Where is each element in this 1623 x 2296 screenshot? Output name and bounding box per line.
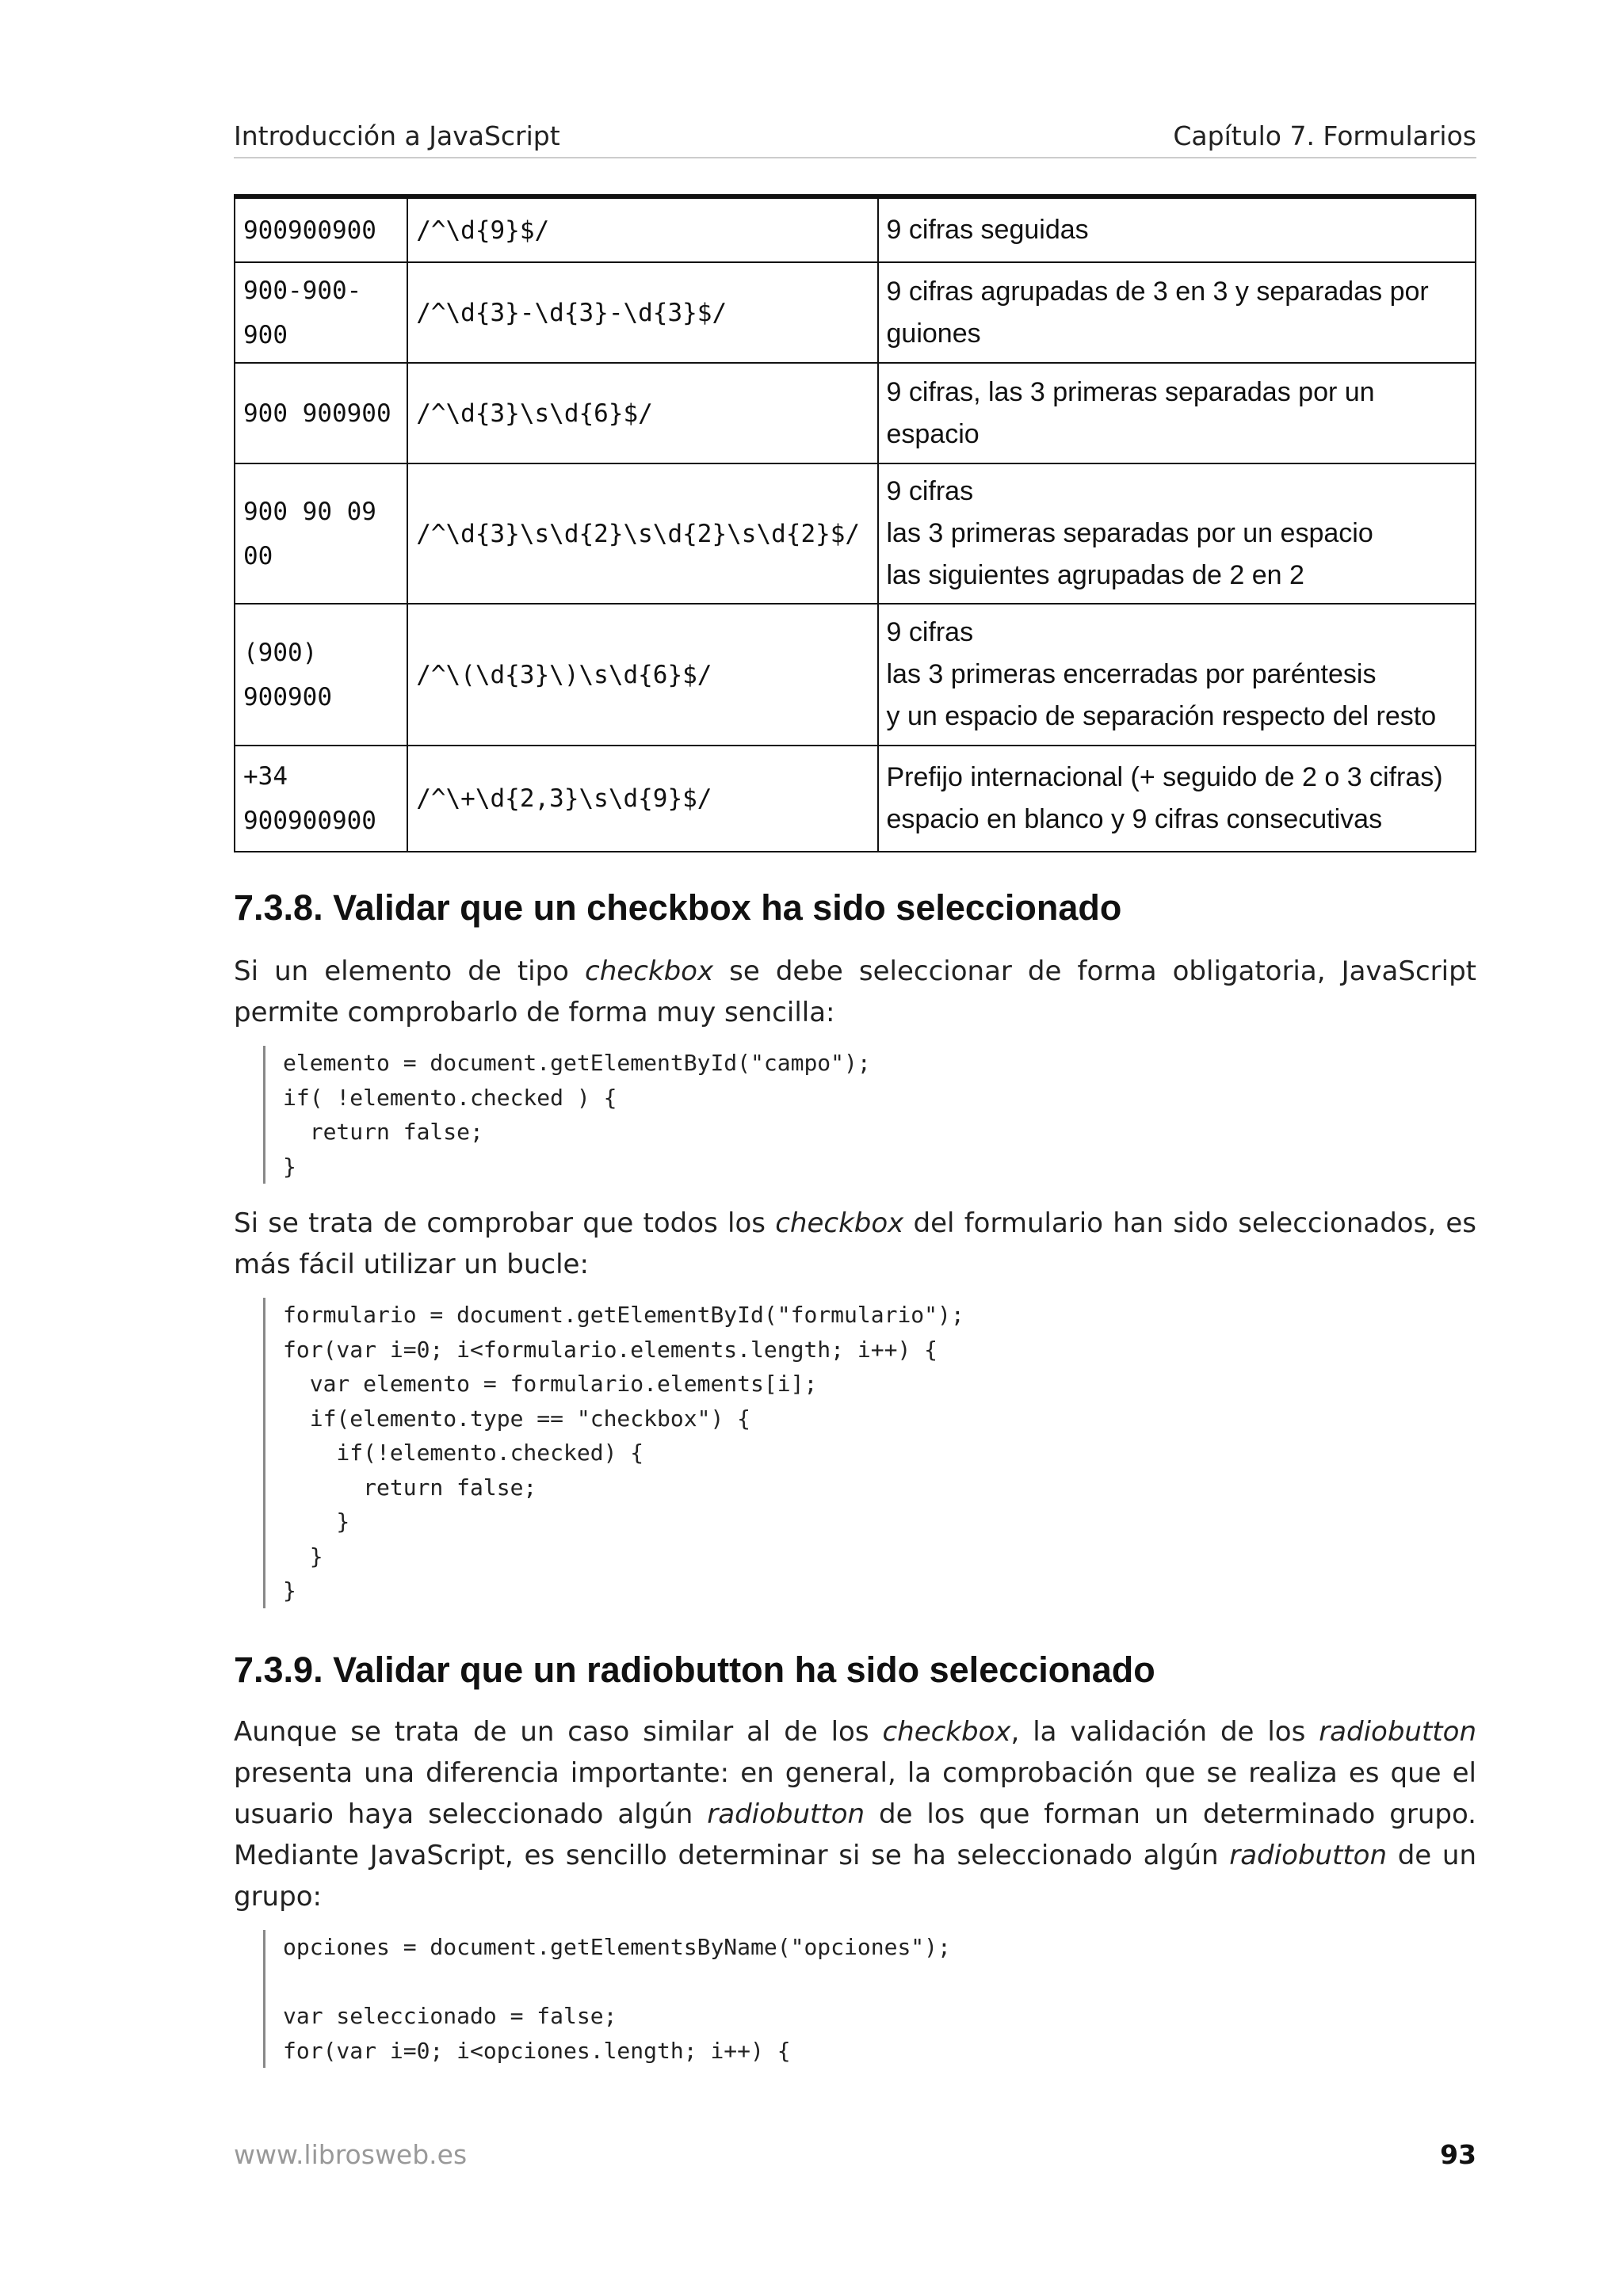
- running-header: [234, 119, 1476, 158]
- pattern-cell: /^\(\d{3}\)\s\d{6}$/: [407, 604, 877, 746]
- description-cell: 9 cifras las 3 primeras encerradas por paréntesis y un espacio de separación respecto del resto: [878, 604, 1476, 746]
- pattern-cell: /^\+\d{2,3}\s\d{9}$/: [407, 746, 877, 852]
- text-run: Aunque se trata de un caso similar al de los: [234, 1716, 883, 1748]
- paragraph-checkbox-loop: [234, 1203, 1476, 1285]
- code-block-checkbox-loop: [263, 1298, 964, 1608]
- table-row: [235, 363, 1476, 463]
- emphasis: checkbox: [882, 1716, 1011, 1748]
- code-block-radiobutton: [263, 1930, 951, 2068]
- emphasis: radiobutton: [1229, 1840, 1388, 1871]
- text-run: de los que forman un determinado grupo. Mediante JavaScript, es sencillo determinar si se ha seleccionado algún: [234, 1798, 1476, 1871]
- table-row: [235, 604, 1476, 746]
- pattern-cell: /^\d{3}\s\d{2}\s\d{2}\s\d{2}$/: [407, 463, 877, 604]
- text-run: se debe seleccionar de forma obligatoria, JavaScript permite comprobarlo de forma muy sencilla:: [234, 955, 1477, 1028]
- paragraph-checkbox-intro: [234, 951, 1476, 1033]
- pattern-cell: /^\d{3}\s\d{6}$/: [407, 363, 877, 463]
- pattern-cell: /^\d{9}$/: [407, 196, 877, 262]
- value-cell: 900900900: [235, 196, 407, 262]
- code-listing: opciones = document.getElementsByName("opciones"); var seleccionado = false; for(var i=0; i<opciones.length; i++) {: [283, 1934, 951, 2064]
- table-row: [235, 463, 1476, 604]
- value-cell: 900-900-900: [235, 262, 407, 363]
- section-heading-radiobutton: 7.3.9. Validar que un radiobutton ha sido seleccionado: [234, 1650, 1155, 1690]
- paragraph-radiobutton-intro: [234, 1711, 1476, 1917]
- description-cell: 9 cifras agrupadas de 3 en 3 y separadas por guiones: [878, 262, 1476, 363]
- text-run: del formulario han sido seleccionados, es más fácil utilizar un bucle:: [234, 1207, 1476, 1280]
- text-run: Si un elemento de tipo: [234, 955, 586, 987]
- text-run: presenta una diferencia importante: en general, la comprobación que se realiza es que el usuario haya seleccionado algún: [234, 1757, 1476, 1830]
- emphasis: checkbox: [585, 955, 714, 987]
- description-cell: 9 cifras seguidas: [878, 196, 1476, 262]
- value-cell: 900 90 09 00: [235, 463, 407, 604]
- book-title: Introducción a JavaScript: [234, 120, 560, 151]
- page-number: 93: [1440, 2139, 1476, 2170]
- description-cell: 9 cifras las 3 primeras separadas por un espacio las siguientes agrupadas de 2 en 2: [878, 463, 1476, 604]
- text-run: , la validación de los: [1010, 1716, 1319, 1748]
- value-cell: (900) 900900: [235, 604, 407, 746]
- text-run: de un grupo:: [234, 1840, 1476, 1913]
- emphasis: checkbox: [775, 1207, 904, 1239]
- emphasis: radiobutton: [1319, 1716, 1476, 1748]
- code-block-checkbox: [263, 1046, 871, 1184]
- value-cell: +34 900900900: [235, 746, 407, 852]
- text-run: Si se trata de comprobar que todos los: [234, 1207, 776, 1239]
- description-cell: Prefijo internacional (+ seguido de 2 o 3 cifras) espacio en blanco y 9 cifras consecutivas: [878, 746, 1476, 852]
- regex-table-body: [235, 196, 1476, 852]
- code-listing: formulario = document.getElementById("formulario"); for(var i=0; i<formulario.elements.length; i++) { var elemento = formulario.elements[i]; if(elemento.type == "checkbox") { if(!elemento.checked) { return false; } } }: [283, 1302, 964, 1604]
- table-row: [235, 262, 1476, 363]
- code-listing: elemento = document.getElementById("campo"); if( !elemento.checked ) { return false; }: [283, 1050, 871, 1180]
- value-cell: 900 900900: [235, 363, 407, 463]
- table-row: [235, 196, 1476, 262]
- footer-site-url: www.librosweb.es: [234, 2139, 468, 2170]
- phone-regex-table: [234, 194, 1476, 852]
- pattern-cell: /^\d{3}-\d{3}-\d{3}$/: [407, 262, 877, 363]
- section-heading-checkbox: 7.3.8. Validar que un checkbox ha sido seleccionado: [234, 887, 1122, 928]
- emphasis: radiobutton: [707, 1798, 865, 1830]
- chapter-title: Capítulo 7. Formularios: [1173, 120, 1476, 151]
- description-cell: 9 cifras, las 3 primeras separadas por un espacio: [878, 363, 1476, 463]
- table-row: [235, 746, 1476, 852]
